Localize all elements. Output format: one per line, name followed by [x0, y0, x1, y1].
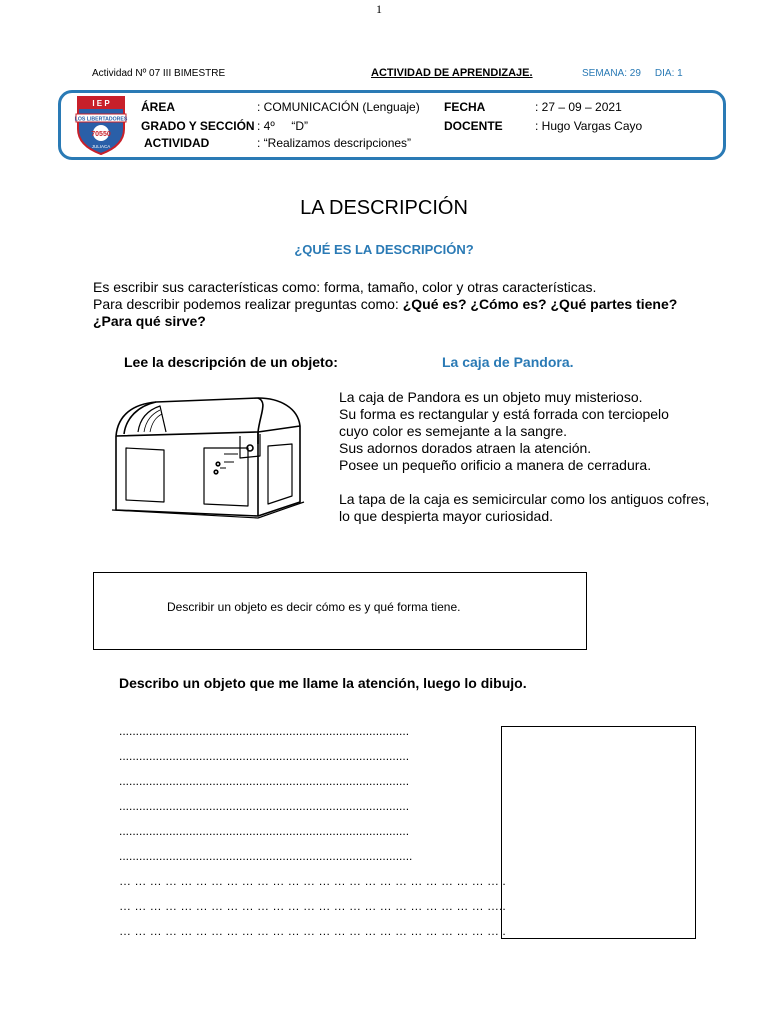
description-line: Su forma es rectangular y está forrada con terciopelo: [339, 406, 669, 422]
writing-line[interactable]: .......................................................................................: [119, 825, 410, 838]
activity-value: : “Realizamos descripciones”: [257, 136, 412, 150]
drawing-box[interactable]: [501, 726, 696, 939]
grade-value: : 4º “D”: [257, 119, 309, 133]
date-label: FECHA: [444, 100, 486, 114]
activity-number: Actividad Nº 07 III BIMESTRE: [92, 68, 226, 79]
task-instruction: Describo un objeto que me llame la atención, luego lo dibujo.: [119, 675, 527, 691]
section-subtitle: ¿QUÉ ES LA DESCRIPCIÓN?: [294, 242, 474, 257]
week-label: SEMANA: 29: [582, 68, 641, 79]
definition-text: Describir un objeto es decir cómo es y qué forma tiene.: [167, 600, 461, 614]
intro-paragraph: [93, 279, 753, 330]
logo-band-text: LOS LIBERTADORES: [74, 116, 128, 123]
logo-number: 70550: [91, 131, 111, 138]
writing-line[interactable]: … … … … … … … … … … … … … … … … … … … … … … … … …..: [119, 900, 506, 913]
intro-questions: ¿Qué es? ¿Cómo es? ¿Qué partes tiene?: [402, 296, 678, 312]
object-description: [339, 389, 759, 525]
writing-line[interactable]: … … … … … … … … … … … … … … … … … … … … … … … … … .: [119, 925, 506, 938]
intro-line-3: [93, 313, 753, 330]
logo-top-text: I E P: [92, 99, 110, 108]
description-line: Posee un pequeño orificio a manera de cerradura.: [339, 457, 652, 473]
intro-line-1: Es escribir sus características como: forma, tamaño, color y otras características.: [93, 279, 597, 295]
school-logo: [74, 95, 128, 155]
day-label: DIA: 1: [654, 68, 683, 79]
intro-question-purpose: ¿Para qué sirve?: [93, 313, 206, 329]
week-day: [582, 68, 697, 79]
description-line: cuyo color es semejante a la sangre.: [339, 423, 568, 439]
area-value: : COMUNICACIÓN (Lenguaje): [257, 100, 420, 114]
activity-label: ACTIVIDAD: [144, 136, 210, 150]
logo-bottom-text: JULIACA: [91, 144, 111, 149]
description-line: La caja de Pandora es un objeto muy misterioso.: [339, 389, 643, 405]
description-line: Sus adornos dorados atraen la atención.: [339, 440, 592, 456]
object-name: La caja de Pandora.: [442, 354, 574, 370]
page-number: 1: [376, 2, 382, 16]
description-line: La tapa de la caja es semicircular como los antiguos cofres,: [339, 491, 710, 507]
intro-line-2-plain: Para describir podemos realizar preguntas como:: [93, 296, 403, 312]
treasure-chest-image: [108, 392, 308, 522]
writing-line[interactable]: … … … … … … … … … … … … … … … … … … … … … … … … … .: [119, 875, 506, 888]
grade-label: GRADO Y SECCIÓN: [141, 119, 255, 133]
writing-line[interactable]: ........................................................................................: [119, 850, 413, 863]
teacher-label: DOCENTE: [444, 119, 503, 133]
read-prompt: Lee la descripción de un objeto:: [124, 354, 338, 370]
writing-line[interactable]: .......................................................................................: [119, 775, 410, 788]
area-label: ÁREA: [141, 100, 176, 114]
page-title: LA DESCRIPCIÓN: [300, 197, 468, 219]
writing-line[interactable]: .......................................................................................: [119, 725, 410, 738]
intro-line-2: [93, 296, 753, 313]
writing-line[interactable]: .......................................................................................: [119, 750, 410, 763]
writing-line[interactable]: .......................................................................................: [119, 800, 410, 813]
description-line: lo que despierta mayor curiosidad.: [339, 508, 554, 524]
writing-lines: [119, 725, 519, 950]
teacher-value: : Hugo Vargas Cayo: [535, 119, 643, 133]
description-gap: [339, 474, 759, 491]
date-value: : 27 – 09 – 2021: [535, 100, 622, 114]
document-title: ACTIVIDAD DE APRENDIZAJE.: [371, 67, 533, 79]
